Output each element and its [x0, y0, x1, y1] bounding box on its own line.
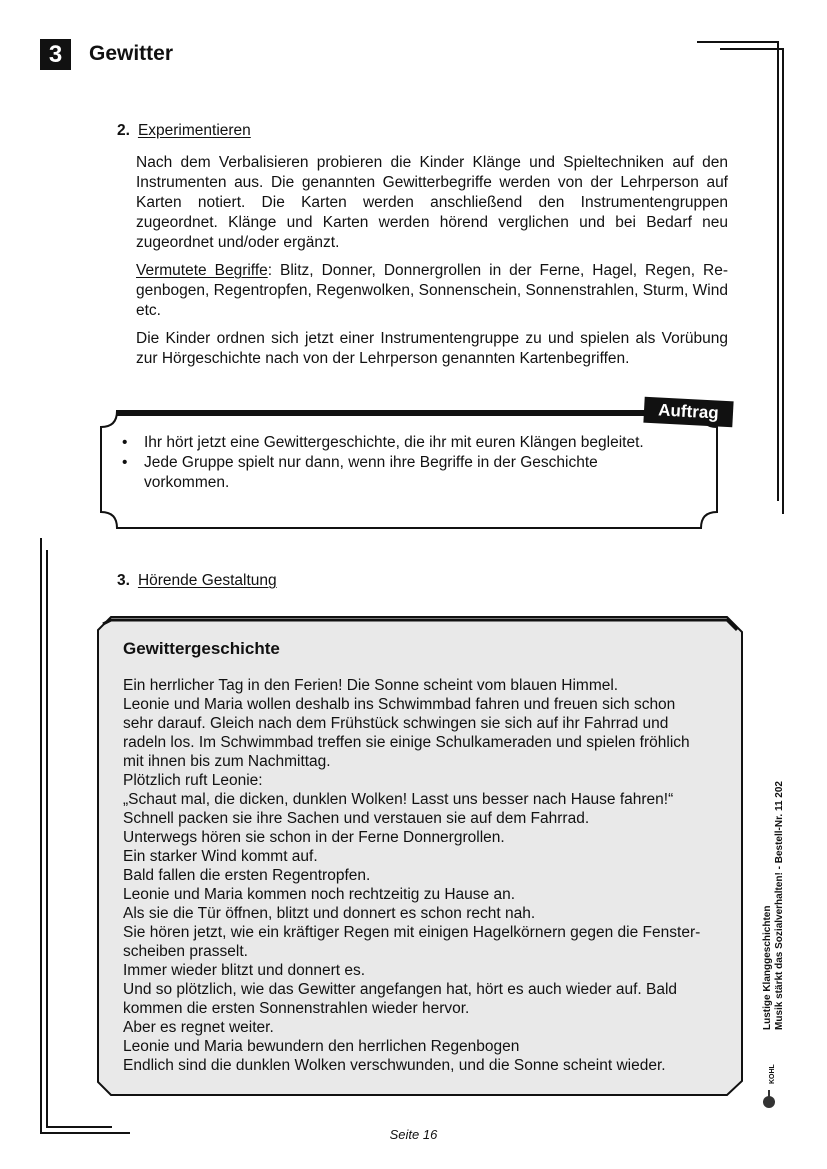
story-line: scheiben prasselt. [123, 943, 248, 960]
terms-text: : Blitz, Donner, Donnergrollen in der Ferne, Hagel, Regen, Regenbogen, Regentropfen, Regenwolken, Sonnenschein, Sonnenstrahlen, Sturm, Wind etc. [136, 262, 728, 319]
bullet-icon: • [122, 434, 128, 451]
story-line: Leonie und Maria wollen deshalb ins Schwimmbad fahren und freuen sich schon [123, 696, 676, 713]
story-line: „Schaut mal, die dicken, dunklen Wolken! Lasst uns besser nach Hause fahren!“ [123, 791, 674, 808]
section-2-title: Experimentieren [137, 122, 251, 139]
auftrag-item-1: Ihr hört jetzt eine Gewittergeschichte, die ihr mit euren Klängen begleitet. [144, 434, 644, 451]
page-title: Gewitter [89, 42, 174, 65]
logo-text: KOHL [769, 1064, 776, 1084]
paragraph-groups: Die Kinder ordnen sich jetzt einer Instrumentengruppe zu und spielen als Vorübung zur Hörgeschichte nach von der Lehrperson genannten Kartenbegriffen. [136, 330, 728, 367]
story-line: Als sie die Tür öffnen, blitzt und donnert es schon recht nah. [123, 905, 536, 922]
story-line: Sie hören jetzt, wie ein kräftiger Regen mit einigen Hagelkörnern gegen die Fenster- [123, 924, 701, 941]
list-item [122, 433, 662, 453]
story-title: Gewittergeschichte [123, 639, 280, 658]
story-line: Ein herrlicher Tag in den Ferien! Die Sonne scheint vom blauen Himmel. [123, 677, 619, 694]
story-line: Aber es regnet weiter. [123, 1019, 274, 1036]
paragraph-experiment: Nach dem Verbalisieren probieren die Kinder Klänge und Spieltechniken auf den Instrumenten aus. Die genannten Gewitterbegriffe werden von der Lehrperson auf Karten notiert. Die Karten werden anschließend den Instrumentengruppen zugeordnet. Klänge und Karten werden hörend verglichen und bei Bedarf neu zugeordnet und/oder ergänzt. [136, 154, 728, 251]
section-2-body [136, 153, 728, 377]
story-line: sehr darauf. Gleich nach dem Frühstück schwingen sie sich auf ihr Fahrrad und [123, 715, 669, 732]
paragraph-terms [136, 261, 728, 321]
section-3-number: 3. [117, 572, 130, 589]
story-line: Immer wieder blitzt und donnert es. [123, 962, 366, 979]
section-2-heading [117, 122, 251, 140]
story-line: radeln los. Im Schwimmbad treffen sie einige Schulkameraden und spielen fröhlich [123, 734, 690, 751]
sidebar-publication-info [762, 710, 786, 1030]
bullet-icon: • [122, 454, 128, 471]
publisher-logo-icon [760, 1040, 780, 1110]
section-3-heading [117, 572, 277, 590]
story-line: Endlich sind die dunklen Wolken verschwunden, und die Sonne scheint wieder. [123, 1057, 666, 1074]
section-number-badge: 3 [40, 39, 71, 70]
section-2-number: 2. [117, 122, 130, 139]
sidebar-order-number: Musik stärkt das Sozialverhalten! - Bestell-Nr. 11 202 [774, 781, 785, 1030]
auftrag-tag: Auftrag [643, 397, 733, 428]
auftrag-item-2: Jede Gruppe spielt nur dann, wenn ihre Begriffe in der Geschichte vorkommen. [144, 454, 598, 491]
story-line: kommen die ersten Sonnenstrahlen wieder hervor. [123, 1000, 470, 1017]
sidebar-title: Lustige Klanggeschichten [762, 905, 773, 1030]
story-text [123, 676, 723, 1075]
terms-label: Vermutete Begriffe [136, 262, 268, 279]
story-line: mit ihnen bis zum Nachmittag. [123, 753, 331, 770]
story-line: Bald fallen die ersten Regentropfen. [123, 867, 371, 884]
story-line: Schnell packen sie ihre Sachen und verstauen sie auf dem Fahrrad. [123, 810, 590, 827]
story-line: Ein starker Wind kommt auf. [123, 848, 318, 865]
story-line: Leonie und Maria kommen noch rechtzeitig zu Hause an. [123, 886, 516, 903]
story-line: Leonie und Maria bewundern den herrlichen Regenbogen [123, 1038, 520, 1055]
auftrag-list [122, 433, 662, 493]
list-item [122, 453, 662, 493]
page-number: Seite 16 [389, 1127, 438, 1142]
section-3-title: Hörende Gestaltung [137, 572, 277, 589]
story-line: Und so plötzlich, wie das Gewitter angefangen hat, hört es auch wieder auf. Bald [123, 981, 678, 998]
story-line: Plötzlich ruft Leonie: [123, 772, 263, 789]
story-line: Unterwegs hören sie schon in der Ferne Donnergrollen. [123, 829, 505, 846]
